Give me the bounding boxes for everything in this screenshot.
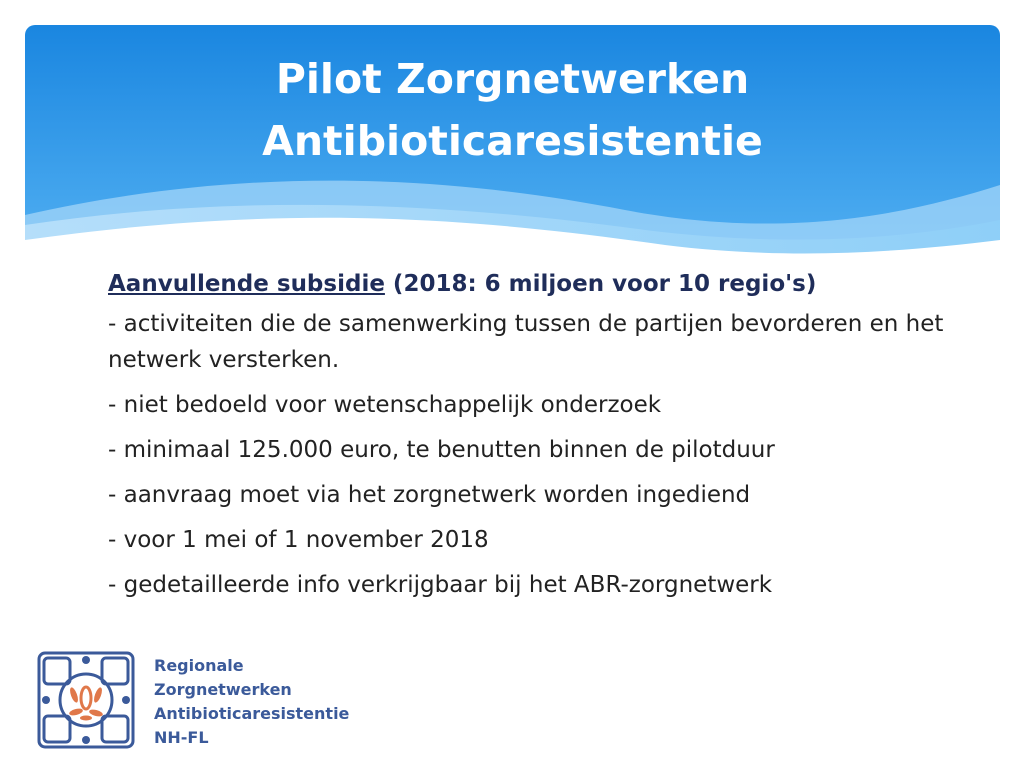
content-heading: [108, 266, 948, 302]
page-title: [25, 48, 1000, 172]
bullet-3: - minimaal 125.000 euro, te benutten binnen de pilotduur: [108, 437, 775, 463]
logo-line-1: Regionale: [154, 656, 244, 675]
logo-text: [154, 654, 349, 750]
logo-line-2: Zorgnetwerken: [154, 680, 292, 699]
bullet-1: - activiteiten die de samenwerking tussen de partijen bevorderen en het netwerk versterken.: [108, 311, 944, 373]
network-logo-icon: [36, 650, 136, 750]
heading-underlined: Aanvullende subsidie: [108, 271, 385, 297]
bullet-5: - voor 1 mei of 1 november 2018: [108, 527, 489, 553]
title-line-1: Pilot Zorgnetwerken: [275, 55, 750, 103]
title-line-2: Antibioticaresistentie: [262, 117, 763, 165]
bullet-6: - gedetailleerde info verkrijgbaar bij het ABR-zorgnetwerk: [108, 572, 773, 598]
logo-line-3: Antibioticaresistentie: [154, 704, 350, 723]
content-body: [108, 266, 948, 612]
logo-line-4: NH-FL: [154, 728, 209, 747]
bullet-4: - aanvraag moet via het zorgnetwerk worden ingediend: [108, 482, 751, 508]
bullet-2: - niet bedoeld voor wetenschappelijk onderzoek: [108, 392, 662, 418]
heading-rest: (2018: 6 miljoen voor 10 regio's): [384, 271, 817, 297]
